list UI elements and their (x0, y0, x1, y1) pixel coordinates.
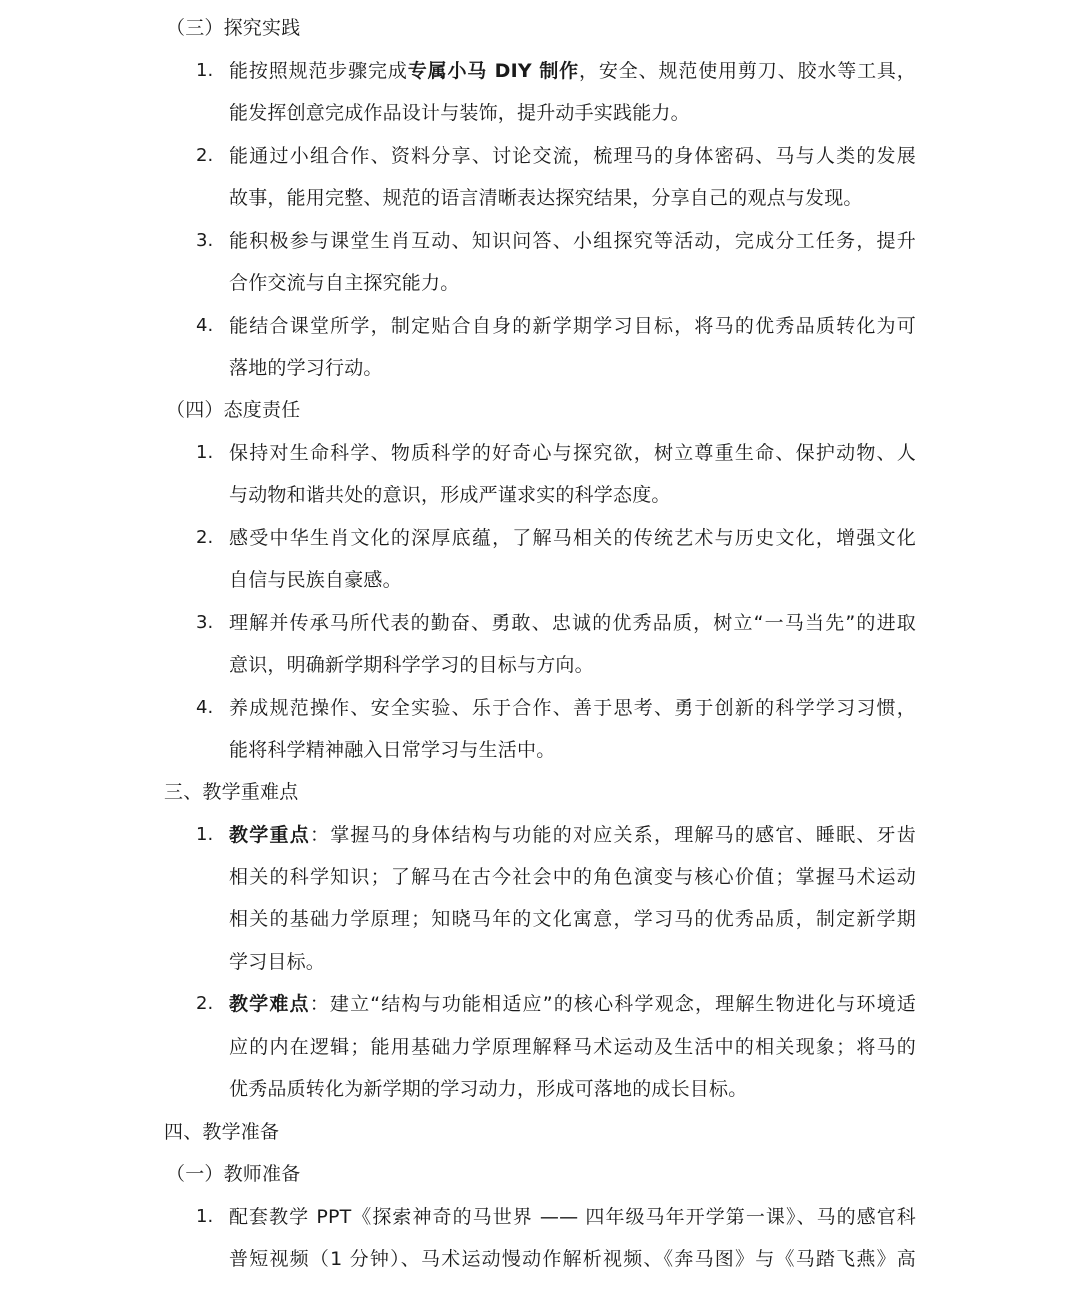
list-item-line: 与动物和谐共处的意识，形成严谨求实的科学态度。 (229, 484, 671, 506)
list-item-line: 落地的学习行动。 (229, 357, 383, 379)
list-item-line: 感受中华生肖文化的深厚底蕴，了解马相关的传统艺术与历史文化，增强文化 (229, 527, 916, 549)
section-heading-attitude-responsibility: （四）态度责任 (166, 399, 301, 421)
bold-label-key-point: 教学重点 (229, 824, 310, 846)
section-heading-teaching-preparation: 四、教学准备 (164, 1121, 280, 1143)
list-item-line: 能发挥创意完成作品设计与装饰，提升动手实践能力。 (229, 102, 690, 124)
list-number: 1. (196, 442, 214, 463)
list-item-line: 能积极参与课堂生肖互动、知识问答、小组探究等活动，完成分工任务，提升 (229, 230, 916, 252)
bold-label-difficult-point: 教学难点 (229, 993, 310, 1015)
list-number: 4. (196, 697, 214, 718)
section-heading-teacher-preparation: （一）教师准备 (166, 1163, 301, 1185)
list-number: 1. (196, 824, 214, 845)
list-item-line: 能按照规范步骤完成专属小马 DIY 制作，安全、规范使用剪刀、胶水等工具， (229, 60, 916, 82)
list-item-line: 相关的基础力学原理；知晓马年的文化寓意，学习马的优秀品质，制定新学期 (229, 908, 916, 930)
list-number: 1. (196, 1206, 214, 1227)
list-item-line: 理解并传承马所代表的勤奋、勇敢、忠诚的优秀品质，树立“一马当先”的进取 (229, 612, 916, 634)
list-item-line: 配套教学 PPT《探索神奇的马世界 —— 四年级马年开学第一课》、马的感官科 (229, 1206, 916, 1228)
bold-phrase: 专属小马 DIY 制作 (407, 60, 580, 82)
list-item-line: 教学难点：建立“结构与功能相适应”的核心科学观念，理解生物进化与环境适 (229, 993, 916, 1015)
list-number: 3. (196, 612, 214, 633)
list-number: 3. (196, 230, 214, 251)
list-item-line: 教学重点：掌握马的身体结构与功能的对应关系，理解马的感官、睡眠、牙齿 (229, 824, 916, 846)
list-number: 4. (196, 315, 214, 336)
list-item-line: 普短视频（1 分钟）、马术运动慢动作解析视频、《奔马图》与《马踏飞燕》高 (229, 1248, 916, 1270)
list-item-line: 合作交流与自主探究能力。 (229, 272, 460, 294)
list-item-line: 学习目标。 (229, 951, 326, 973)
section-heading-inquiry-practice: （三）探究实践 (166, 17, 301, 39)
list-item-line: 自信与民族自豪感。 (229, 569, 402, 591)
list-item-line: 相关的科学知识；了解马在古今社会中的角色演变与核心价值；掌握马术运动 (229, 866, 916, 888)
list-item-line: 意识，明确新学期科学学习的目标与方向。 (229, 654, 594, 676)
list-number: 2. (196, 527, 214, 548)
list-number: 1. (196, 60, 214, 81)
list-item-line: 能结合课堂所学，制定贴合自身的新学期学习目标，将马的优秀品质转化为可 (229, 315, 916, 337)
list-item-line: 养成规范操作、安全实验、乐于合作、善于思考、勇于创新的科学学习习惯， (229, 697, 916, 719)
list-number: 2. (196, 145, 214, 166)
list-item-line: 应的内在逻辑；能用基础力学原理解释马术运动及生活中的相关现象；将马的 (229, 1036, 916, 1058)
list-item-line: 能通过小组合作、资料分享、讨论交流，梳理马的身体密码、马与人类的发展 (229, 145, 916, 167)
list-number: 2. (196, 993, 214, 1014)
list-item-line: 优秀品质转化为新学期的学习动力，形成可落地的成长目标。 (229, 1078, 748, 1100)
section-heading-key-difficult-points: 三、教学重难点 (164, 781, 299, 803)
list-item-line: 故事，能用完整、规范的语言清晰表达探究结果，分享自己的观点与发现。 (229, 187, 863, 209)
list-item-line: 保持对生命科学、物质科学的好奇心与探究欲，树立尊重生命、保护动物、人 (229, 442, 916, 464)
list-item-line: 能将科学精神融入日常学习与生活中。 (229, 739, 556, 761)
